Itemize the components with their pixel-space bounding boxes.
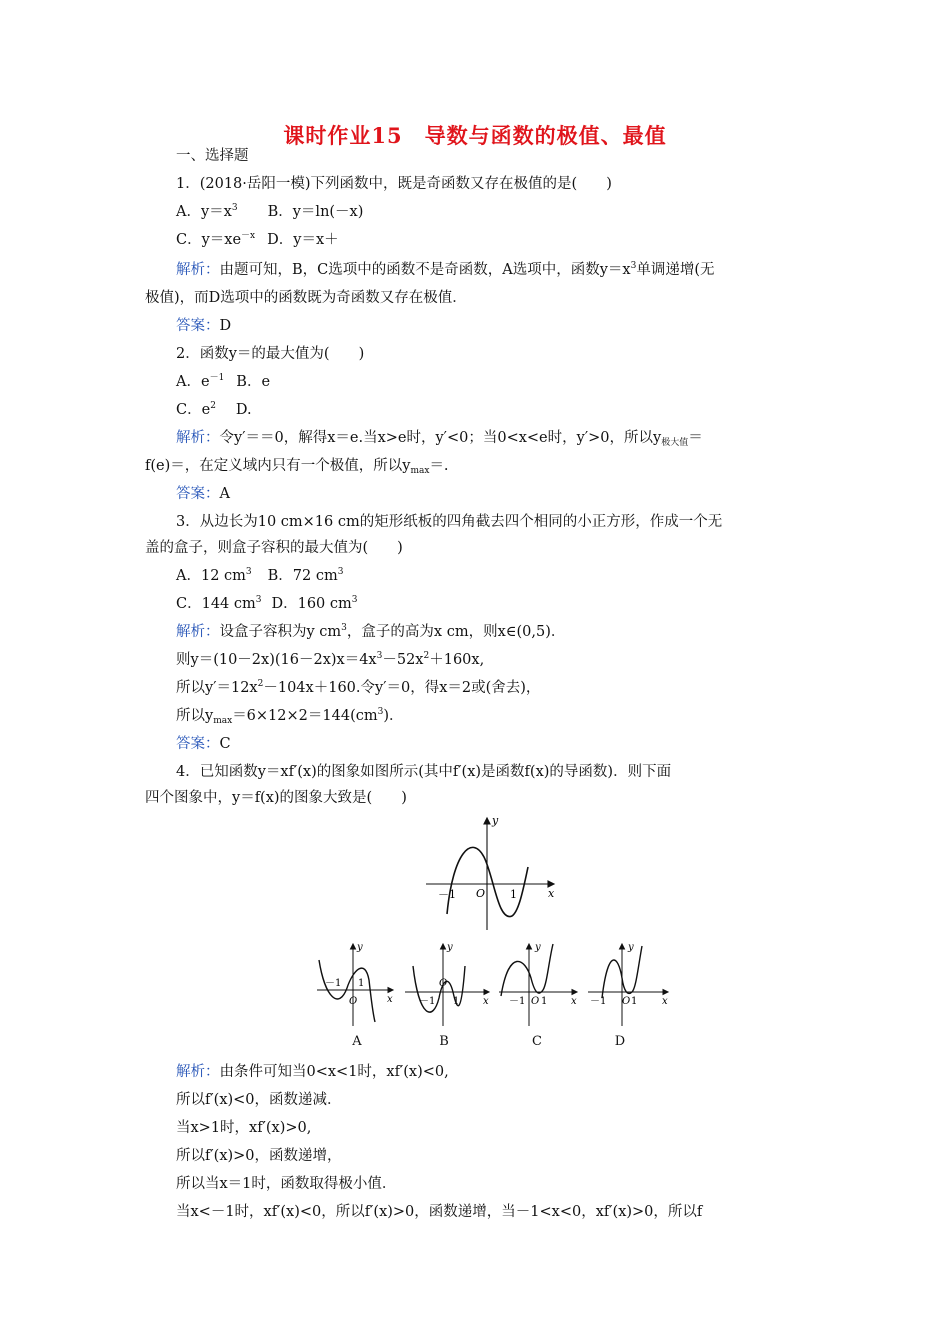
svg-text:－1: －1 bbox=[325, 978, 342, 989]
svg-text:x: x bbox=[571, 996, 577, 1007]
q1-analysis-line1: 解析：由题可知，B，C选项中的函数不是奇函数，A选项中，函数$y=x^3$单调递增(无 bbox=[176, 261, 715, 278]
q3-analysis-line2: 则$y=(10-2x)(16-2x)x=4x^3-52x^2+160x$, bbox=[176, 651, 485, 668]
svg-text:y: y bbox=[357, 942, 363, 953]
analysis-label: 解析： bbox=[176, 262, 220, 278]
y-axis-label: y bbox=[492, 814, 499, 827]
svg-text:1: 1 bbox=[453, 996, 460, 1007]
q4-stem-line1: 4．已知函数y＝xf′(x)的图象如图所示(其中f′(x)是函数f(x)的导函数)．则下面 bbox=[176, 764, 672, 780]
option-graph-a bbox=[313, 938, 403, 1030]
svg-text:O: O bbox=[622, 996, 631, 1007]
svg-text:y: y bbox=[535, 942, 541, 953]
svg-text:y: y bbox=[447, 942, 453, 953]
svg-text:O: O bbox=[439, 978, 448, 989]
q3-analysis-line1: 解析：设盒子容积为y $cm^3$，盒子的高为x cm，则x∈(0,5)． bbox=[176, 623, 566, 640]
caption-d: D bbox=[614, 1034, 626, 1049]
q1-options-ab: A．$y=x^3$ B．y＝ln(－x) bbox=[176, 203, 364, 220]
option-graph-c bbox=[495, 938, 585, 1030]
q4-analysis-line2: 所以f′(x)<0，函数递减． bbox=[176, 1092, 342, 1108]
q1-options-cd: C．$y=xe^{-x}$ D．y＝x＋ bbox=[176, 231, 339, 248]
caption-a: A bbox=[352, 1034, 362, 1049]
q4-analysis-line4: 所以f′(x)>0，函数递增， bbox=[176, 1148, 342, 1164]
option-graph-d bbox=[584, 938, 674, 1030]
q4-stem-line2: 四个图象中，y＝f(x)的图象大致是( ) bbox=[145, 790, 407, 806]
svg-text:x: x bbox=[662, 996, 668, 1007]
q1-answer: 答案：D bbox=[176, 318, 232, 334]
option-graph-b bbox=[403, 938, 493, 1030]
y-axis-arrow bbox=[484, 818, 490, 824]
q4-analysis-line3: 当x>1时，xf′(x)>0, bbox=[176, 1120, 312, 1136]
q2-options-cd: C．$e^2$ D. bbox=[176, 401, 252, 418]
svg-text:－1: －1 bbox=[509, 996, 526, 1007]
svg-text:－1: －1 bbox=[419, 996, 436, 1007]
q3-analysis-line3: 所以$y'=12x^2-104x+160$.令y′＝0，得x＝2或(舍去)， bbox=[176, 679, 541, 696]
svg-text:1: 1 bbox=[631, 996, 638, 1007]
q2-options-ab: A．$e^{-1}$ B．e bbox=[176, 373, 271, 390]
svg-text:－1: －1 bbox=[590, 996, 607, 1007]
q1-analysis-line2: 极值)，而D选项中的函数既为奇函数又存在极值． bbox=[145, 290, 467, 306]
q3-analysis-line4: 所以$y_{max}=6\times 12\times 2=144(cm^3)$． bbox=[176, 707, 404, 726]
q3-stem-line1: 3．从边长为10 cm×16 cm的矩形纸板的四角截去四个相同的小正方形，作成一个无 bbox=[176, 514, 723, 530]
q1-stem: 1．(2018·岳阳一模)下列函数中，既是奇函数又存在极值的是( ) bbox=[176, 176, 612, 192]
answer-label: 答案： bbox=[176, 318, 220, 334]
q4-analysis-line5: 所以当x＝1时，函数取得极小值． bbox=[176, 1176, 397, 1192]
page-title: 课时作业15 导数与函数的极值、最值 bbox=[283, 123, 667, 148]
q4-analysis-line6: 当x<－1时，xf′(x)<0，所以f′(x)>0，函数递增，当－1<x<0，xf′(x)>0，所以f bbox=[176, 1204, 703, 1220]
tick-label-minus-one: －1 bbox=[438, 888, 456, 901]
caption-c: C bbox=[532, 1034, 542, 1049]
section-heading: 一、选择题 bbox=[176, 148, 249, 164]
tick-label-one: 1 bbox=[510, 888, 517, 901]
q2-analysis-line2: f(e)＝，在定义域内只有一个极值，所以$y_{max}=$. bbox=[145, 458, 449, 476]
svg-text:O: O bbox=[531, 996, 540, 1007]
q4-analysis-line1: 解析：由条件可知当0<x<1时，xf′(x)<0, bbox=[176, 1064, 449, 1080]
svg-text:1: 1 bbox=[541, 996, 548, 1007]
q2-analysis-line1: 解析：令y′＝＝0，解得x＝e.当x>e时，y′<0；当0<x<e时，y′>0，所以$y_{极大值}=$ bbox=[176, 430, 703, 448]
svg-text:O: O bbox=[349, 996, 358, 1007]
svg-text:1: 1 bbox=[358, 978, 365, 989]
svg-text:x: x bbox=[483, 996, 489, 1007]
q3-stem-line2: 盖的盒子，则盒子容积的最大值为( ) bbox=[145, 540, 403, 556]
x-axis-label: x bbox=[548, 887, 555, 900]
main-graph-figure bbox=[420, 812, 570, 937]
q2-stem: 2．函数y＝的最大值为( ) bbox=[176, 346, 365, 362]
q3-options-ab: A．12 $cm^3$ B．72 $cm^3$ bbox=[176, 567, 344, 584]
q3-options-cd: C．144 $cm^3$ D．160 $cm^3$ bbox=[176, 595, 358, 612]
svg-text:x: x bbox=[387, 994, 393, 1005]
origin-label: O bbox=[476, 887, 486, 900]
svg-text:y: y bbox=[628, 942, 634, 953]
q2-answer: 答案：A bbox=[176, 486, 230, 502]
q3-answer: 答案：C bbox=[176, 736, 231, 752]
caption-b: B bbox=[439, 1034, 449, 1049]
